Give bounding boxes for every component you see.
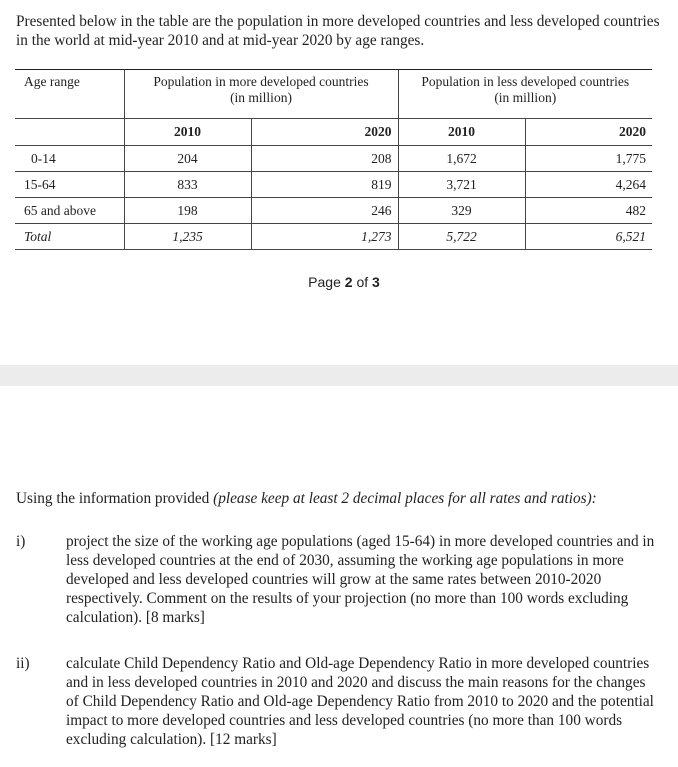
question-number: ii): [16, 655, 30, 672]
year-header: 2010: [124, 119, 251, 146]
table-cell: 482: [525, 198, 652, 224]
total-cell: 6,521: [525, 224, 652, 250]
table-cell: 204: [124, 146, 251, 172]
year-header: 2010: [398, 119, 525, 146]
total-cell: 1,235: [124, 224, 251, 250]
table-cell: 208: [251, 146, 398, 172]
question-text: calculate Child Dependency Ratio and Old-age Dependency Ratio in more developed countries and in less developed countries in 2010 and 2020 and discuss the main reasons for the changes of Child Dependency Ratio and Old-age Dependency Ratio from 2010 to 2020 and the potential impact to more developed countries and less developed countries (no more than 100 words excluding calculation). [12 marks]: [66, 655, 654, 748]
page-break-gap: [0, 365, 678, 386]
question-text: project the size of the working age populations (aged 15-64) in more developed countries and in less developed countries at the end of 2030, assuming the working age populations in more developed and less developed countries will grow at the same rates between 2010-2020 respectively. Comment on the results of your projection (no more than 100 words excluding calculation). [8 marks]: [66, 533, 655, 626]
row-label: 15-64: [15, 172, 124, 198]
question-i: [16, 532, 656, 627]
table-cell: 1,672: [398, 146, 525, 172]
more-developed-header: Population in more developed countries (in million): [124, 70, 398, 119]
age-range-header: Age range: [15, 70, 124, 119]
page-number: Page 2 of 3: [308, 274, 380, 290]
total-cell: 5,722: [398, 224, 525, 250]
table-cell: 819: [251, 172, 398, 198]
year-header: 2020: [251, 119, 398, 146]
question-ii: [16, 654, 656, 749]
table-cell: 1,775: [525, 146, 652, 172]
less-developed-header: Population in less developed countries (in million): [398, 70, 652, 119]
year-header: 2020: [525, 119, 652, 146]
table-cell: 4,264: [525, 172, 652, 198]
row-label: 0-14: [15, 146, 124, 172]
total-label: Total: [15, 224, 124, 250]
table-cell: 329: [398, 198, 525, 224]
table-cell: 3,721: [398, 172, 525, 198]
instructions-line: Using the information provided (please keep at least 2 decimal places for all rates and ratios):: [16, 490, 597, 507]
total-row: [15, 224, 652, 250]
table-row: [15, 198, 652, 224]
question-number: i): [16, 533, 26, 550]
table-cell: 198: [124, 198, 251, 224]
table-cell: 833: [124, 172, 251, 198]
intro-paragraph: Presented below in the table are the population in more developed countries and less developed countries in the world at mid-year 2010 and at mid-year 2020 by age ranges.: [16, 13, 660, 49]
total-cell: 1,273: [251, 224, 398, 250]
row-label: 65 and above: [15, 198, 124, 224]
year-header-row: [15, 119, 652, 146]
table-row: [15, 172, 652, 198]
table-header-row: [15, 70, 652, 119]
population-table: [15, 69, 652, 250]
table-row: [15, 146, 652, 172]
table-cell: 246: [251, 198, 398, 224]
